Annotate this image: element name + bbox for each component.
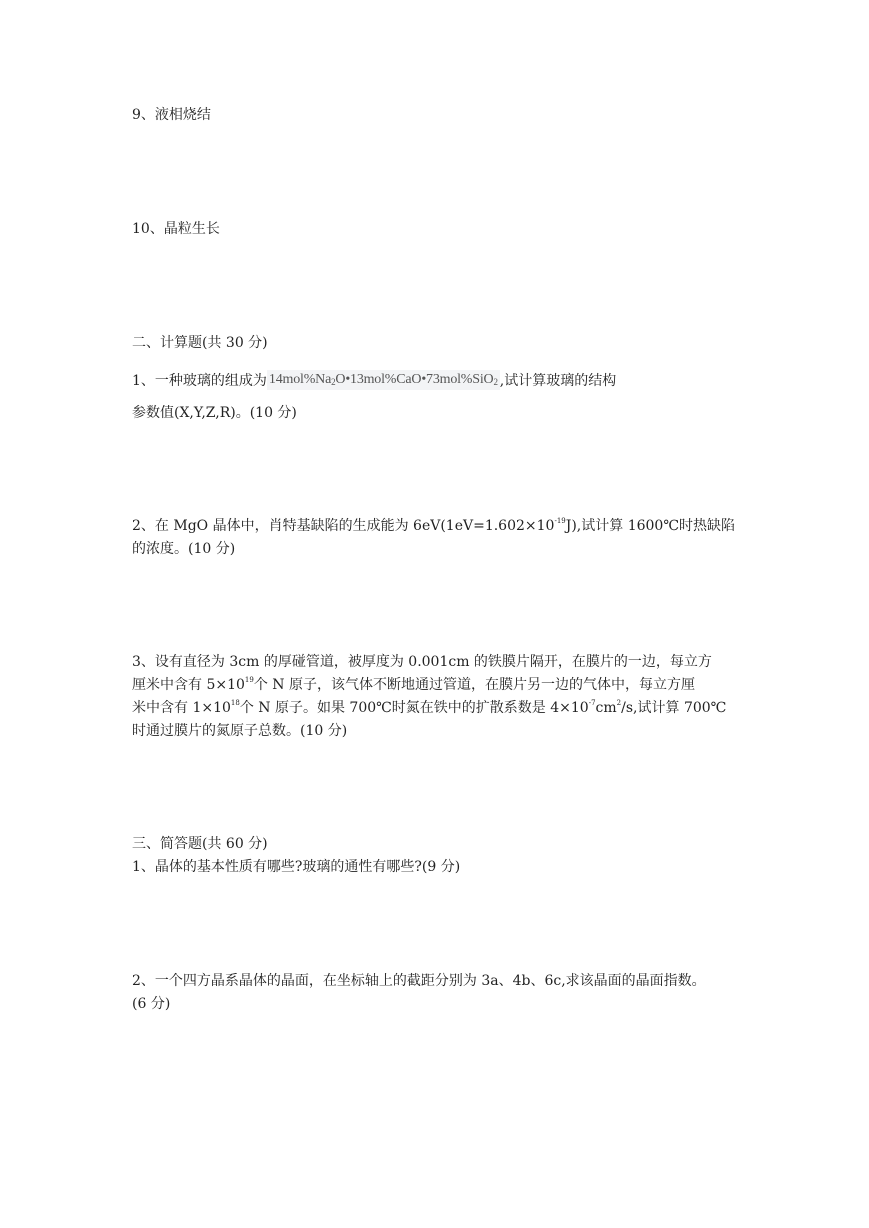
short-answer-question-1: 1、晶体的基本性质有哪些?玻璃的通性有哪些?(9 分): [132, 859, 461, 875]
exponent: -7: [588, 699, 596, 707]
calc-question-3-line-4: 时通过膜片的氮原子总数。(10 分): [132, 723, 348, 739]
formula-part-a: 14mol%Na: [268, 372, 332, 387]
short-answer-question-2-line-1: 2、一个四方晶系晶体的晶面，在坐标轴上的截距分别为 3a、4b、6c,求该晶面的晶面指数。: [132, 973, 706, 989]
calc-question-3-text: 米中含有 1×10: [132, 700, 231, 716]
calc-question-1-suffix: ,试计算玻璃的结构: [499, 373, 617, 389]
exponent: 2: [616, 699, 622, 707]
calc-question-3-text: /s,试计算 700℃: [621, 700, 727, 716]
calc-question-1-line-2: 参数值(X,Y,Z,R)。(10 分): [132, 405, 297, 421]
calc-question-3-text: 个 N 原子。如果 700℃时氮在铁中的扩散系数是 4×10: [239, 700, 589, 716]
calc-question-2-line-1: [132, 516, 735, 536]
calc-question-3-text: cm: [595, 700, 617, 716]
glass-composition-formula: [267, 370, 500, 390]
exponent: 18: [230, 699, 240, 707]
exponent: -19: [554, 517, 566, 525]
calc-question-2-line-2: 的浓度。(10 分): [132, 541, 236, 557]
calc-question-2-text-a: 2、在 MgO 晶体中，肖特基缺陷的生成能为 6eV(1eV=1.602×10: [132, 518, 555, 534]
calc-question-3-line-1: 3、设有直径为 3cm 的厚碰管道，被厚度为 0.001cm 的铁膜片隔开，在膜片的一边，每立方: [132, 654, 712, 670]
calc-question-1-line-1: [132, 370, 616, 391]
calc-question-3-line-3: [132, 698, 726, 718]
short-answer-question-2-line-2: (6 分): [132, 996, 171, 1012]
calc-question-2-text-b: J),试计算 1600℃时热缺陷: [565, 518, 735, 534]
calc-question-3-text: 个 N 原子，该气体不断地通过管道，在膜片另一边的气体中，每立方厘: [253, 677, 695, 693]
formula-sub-b: 2: [493, 377, 498, 387]
calc-question-3-line-2: [132, 675, 695, 695]
formula-part-b: O•13mol%CaO•73mol%SiO: [335, 372, 494, 387]
section-heading-short-answer: 三、简答题(共 60 分): [132, 836, 268, 852]
section-heading-calculation: 二、计算题(共 30 分): [132, 335, 268, 351]
calc-question-3-text: 厘米中含有 5×10: [132, 677, 245, 693]
term-item-10: 10、晶粒生长: [132, 221, 220, 237]
term-item-9: 9、液相烧结: [132, 107, 211, 123]
formula-sub-a: 2: [331, 377, 336, 387]
calc-question-1-prefix: 1、一种玻璃的组成为: [132, 373, 267, 389]
exponent: 19: [244, 676, 254, 684]
